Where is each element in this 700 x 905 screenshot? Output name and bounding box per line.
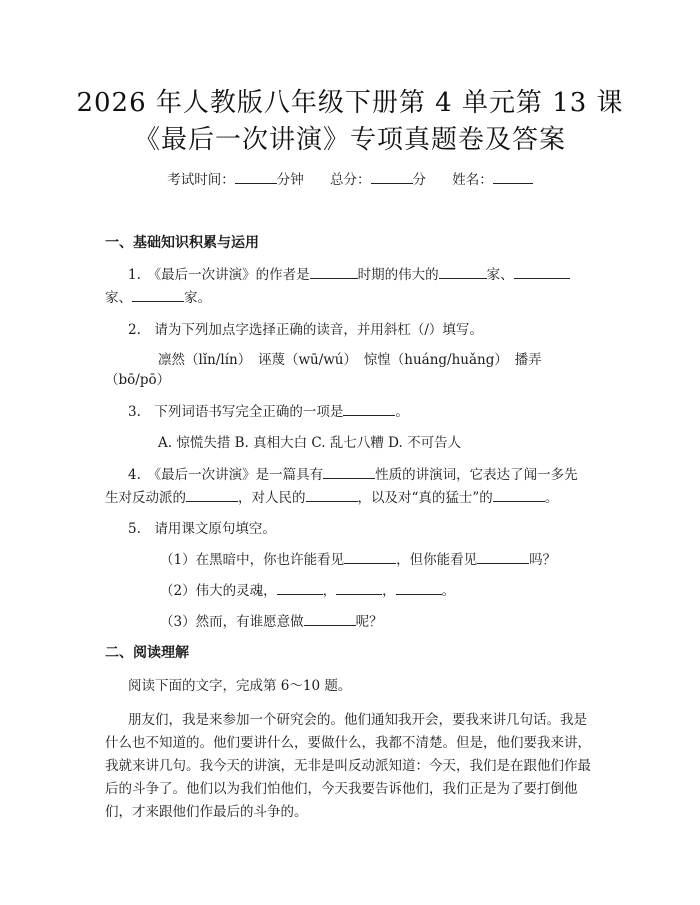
exam-time-unit: 分钟 [276, 172, 304, 188]
question-4-text-b: 性质的讲演词，它表达了闻一多先 [375, 467, 578, 483]
score-unit: 分 [412, 172, 426, 188]
section2-title: 二、阅读理解 [105, 645, 189, 661]
q5-2-text-d: 。 [441, 583, 456, 599]
question-4-text-c: 生对反动派的 [105, 490, 186, 506]
question-1-text-e: 家。 [184, 290, 211, 306]
question-4-text-d: ，对人民的 [238, 490, 306, 506]
q5-2-text-a: （2）伟大的灵魂， [160, 583, 277, 599]
passage-line5: 们，才来跟他们作最后的斗争的。 [105, 804, 308, 820]
question-3-end: 。 [395, 404, 409, 420]
question-1-line2 [105, 286, 211, 306]
question-5-item1 [160, 548, 556, 568]
question-4-text-a: 4. 《最后一次讲演》是一篇具有 [128, 467, 324, 483]
question-5: 5. 请用课文原句填空。 [128, 521, 276, 537]
q5-3-text-b: 呢？ [355, 614, 383, 630]
score-blank[interactable] [371, 170, 413, 184]
q1-blank-role1[interactable] [439, 265, 487, 279]
score-label: 总分： [330, 172, 371, 188]
question-5-item2 [160, 579, 455, 599]
passage-line1: 朋友们，我是来参加一个研究会的。他们通知我开会，要我来讲几句话。我是 [128, 712, 587, 728]
question-4-line1 [128, 463, 578, 483]
q5-1-blank2[interactable] [477, 550, 529, 564]
page-title-line2: 《最后一次讲演》专项真题卷及答案 [133, 125, 566, 155]
exam-info-row [0, 168, 700, 188]
question-1-text-c: 家、 [486, 267, 514, 283]
q5-3-text-a: （3）然而，有谁愿意做 [160, 614, 304, 630]
question-3-options: A. 惊慌失措 B. 真相大白 C. 乱七八糟 D. 不可告人 [158, 435, 462, 451]
q3-blank[interactable] [343, 402, 395, 416]
q5-2-blank2[interactable] [336, 581, 382, 595]
page-title-line1: 2026 年人教版八年级下册第 4 单元第 13 课 [76, 88, 624, 118]
q5-1-blank1[interactable] [344, 550, 396, 564]
q1-blank-author[interactable] [310, 265, 358, 279]
q1-blank-role3[interactable] [132, 288, 184, 302]
question-1-text: 1. 《最后一次讲演》的作者是 [128, 267, 310, 283]
q4-blank-attitude3[interactable] [493, 488, 545, 502]
question-4-text-f: 。 [544, 490, 559, 506]
passage-line3: 我就来讲几句。我今天的讲演，无非是叫反动派知道：今天，我们是在跟他们作最 [105, 758, 591, 774]
name-label: 姓名： [452, 172, 493, 188]
question-1-text-d: 家、 [105, 290, 132, 306]
q5-2-blank1[interactable] [277, 581, 323, 595]
question-1-text-b: 时期的伟大的 [357, 267, 439, 283]
question-3-text: 3. 下列词语书写完全正确的一项是 [128, 404, 344, 420]
question-4-line2 [105, 486, 558, 506]
question-2-options: 凛然（lǐn/lín） 诬蔑（wū/wú） 惊惶（huáng/huǎng） 播弄 [158, 352, 542, 368]
name-blank[interactable] [493, 170, 533, 184]
q5-2-text-b: ， [322, 583, 337, 599]
exam-time-label: 考试时间： [167, 172, 235, 188]
passage-line4: 后的斗争了。他们以为我们怕他们，今天我要告诉他们，我们正是为了要打倒他 [105, 781, 578, 797]
reading-intro: 阅读下面的文字，完成第 6～10 题。 [128, 678, 352, 694]
question-1-line1 [128, 263, 570, 283]
q4-blank-attitude1[interactable] [186, 488, 238, 502]
exam-time-blank[interactable] [235, 170, 277, 184]
q5-2-blank3[interactable] [396, 581, 442, 595]
question-2-options-wrap: （bō/pō） [105, 372, 171, 388]
question-2: 2. 请为下列加点字选择正确的读音，并用斜杠（/）填写。 [128, 322, 483, 338]
q5-3-blank[interactable] [304, 612, 356, 626]
q5-2-text-c: ， [382, 583, 396, 599]
section1-title: 一、基础知识积累与运用 [105, 235, 259, 251]
q4-blank-nature[interactable] [323, 465, 375, 479]
question-5-item3 [160, 610, 383, 630]
q4-blank-attitude2[interactable] [306, 488, 358, 502]
passage-line2: 什么也不知道的。他们要讲什么，要做什么，我都不清楚。但是，他们要我来讲， [105, 735, 591, 751]
q5-1-text-b: ，但你能看见 [396, 552, 478, 568]
q5-1-text-c: 吗？ [529, 552, 557, 568]
q5-1-text-a: （1）在黑暗中，你也许能看见 [160, 552, 345, 568]
q1-blank-role2[interactable] [514, 265, 570, 279]
question-4-text-e: ，以及对“真的猛士”的 [357, 490, 493, 506]
question-3 [128, 400, 409, 420]
